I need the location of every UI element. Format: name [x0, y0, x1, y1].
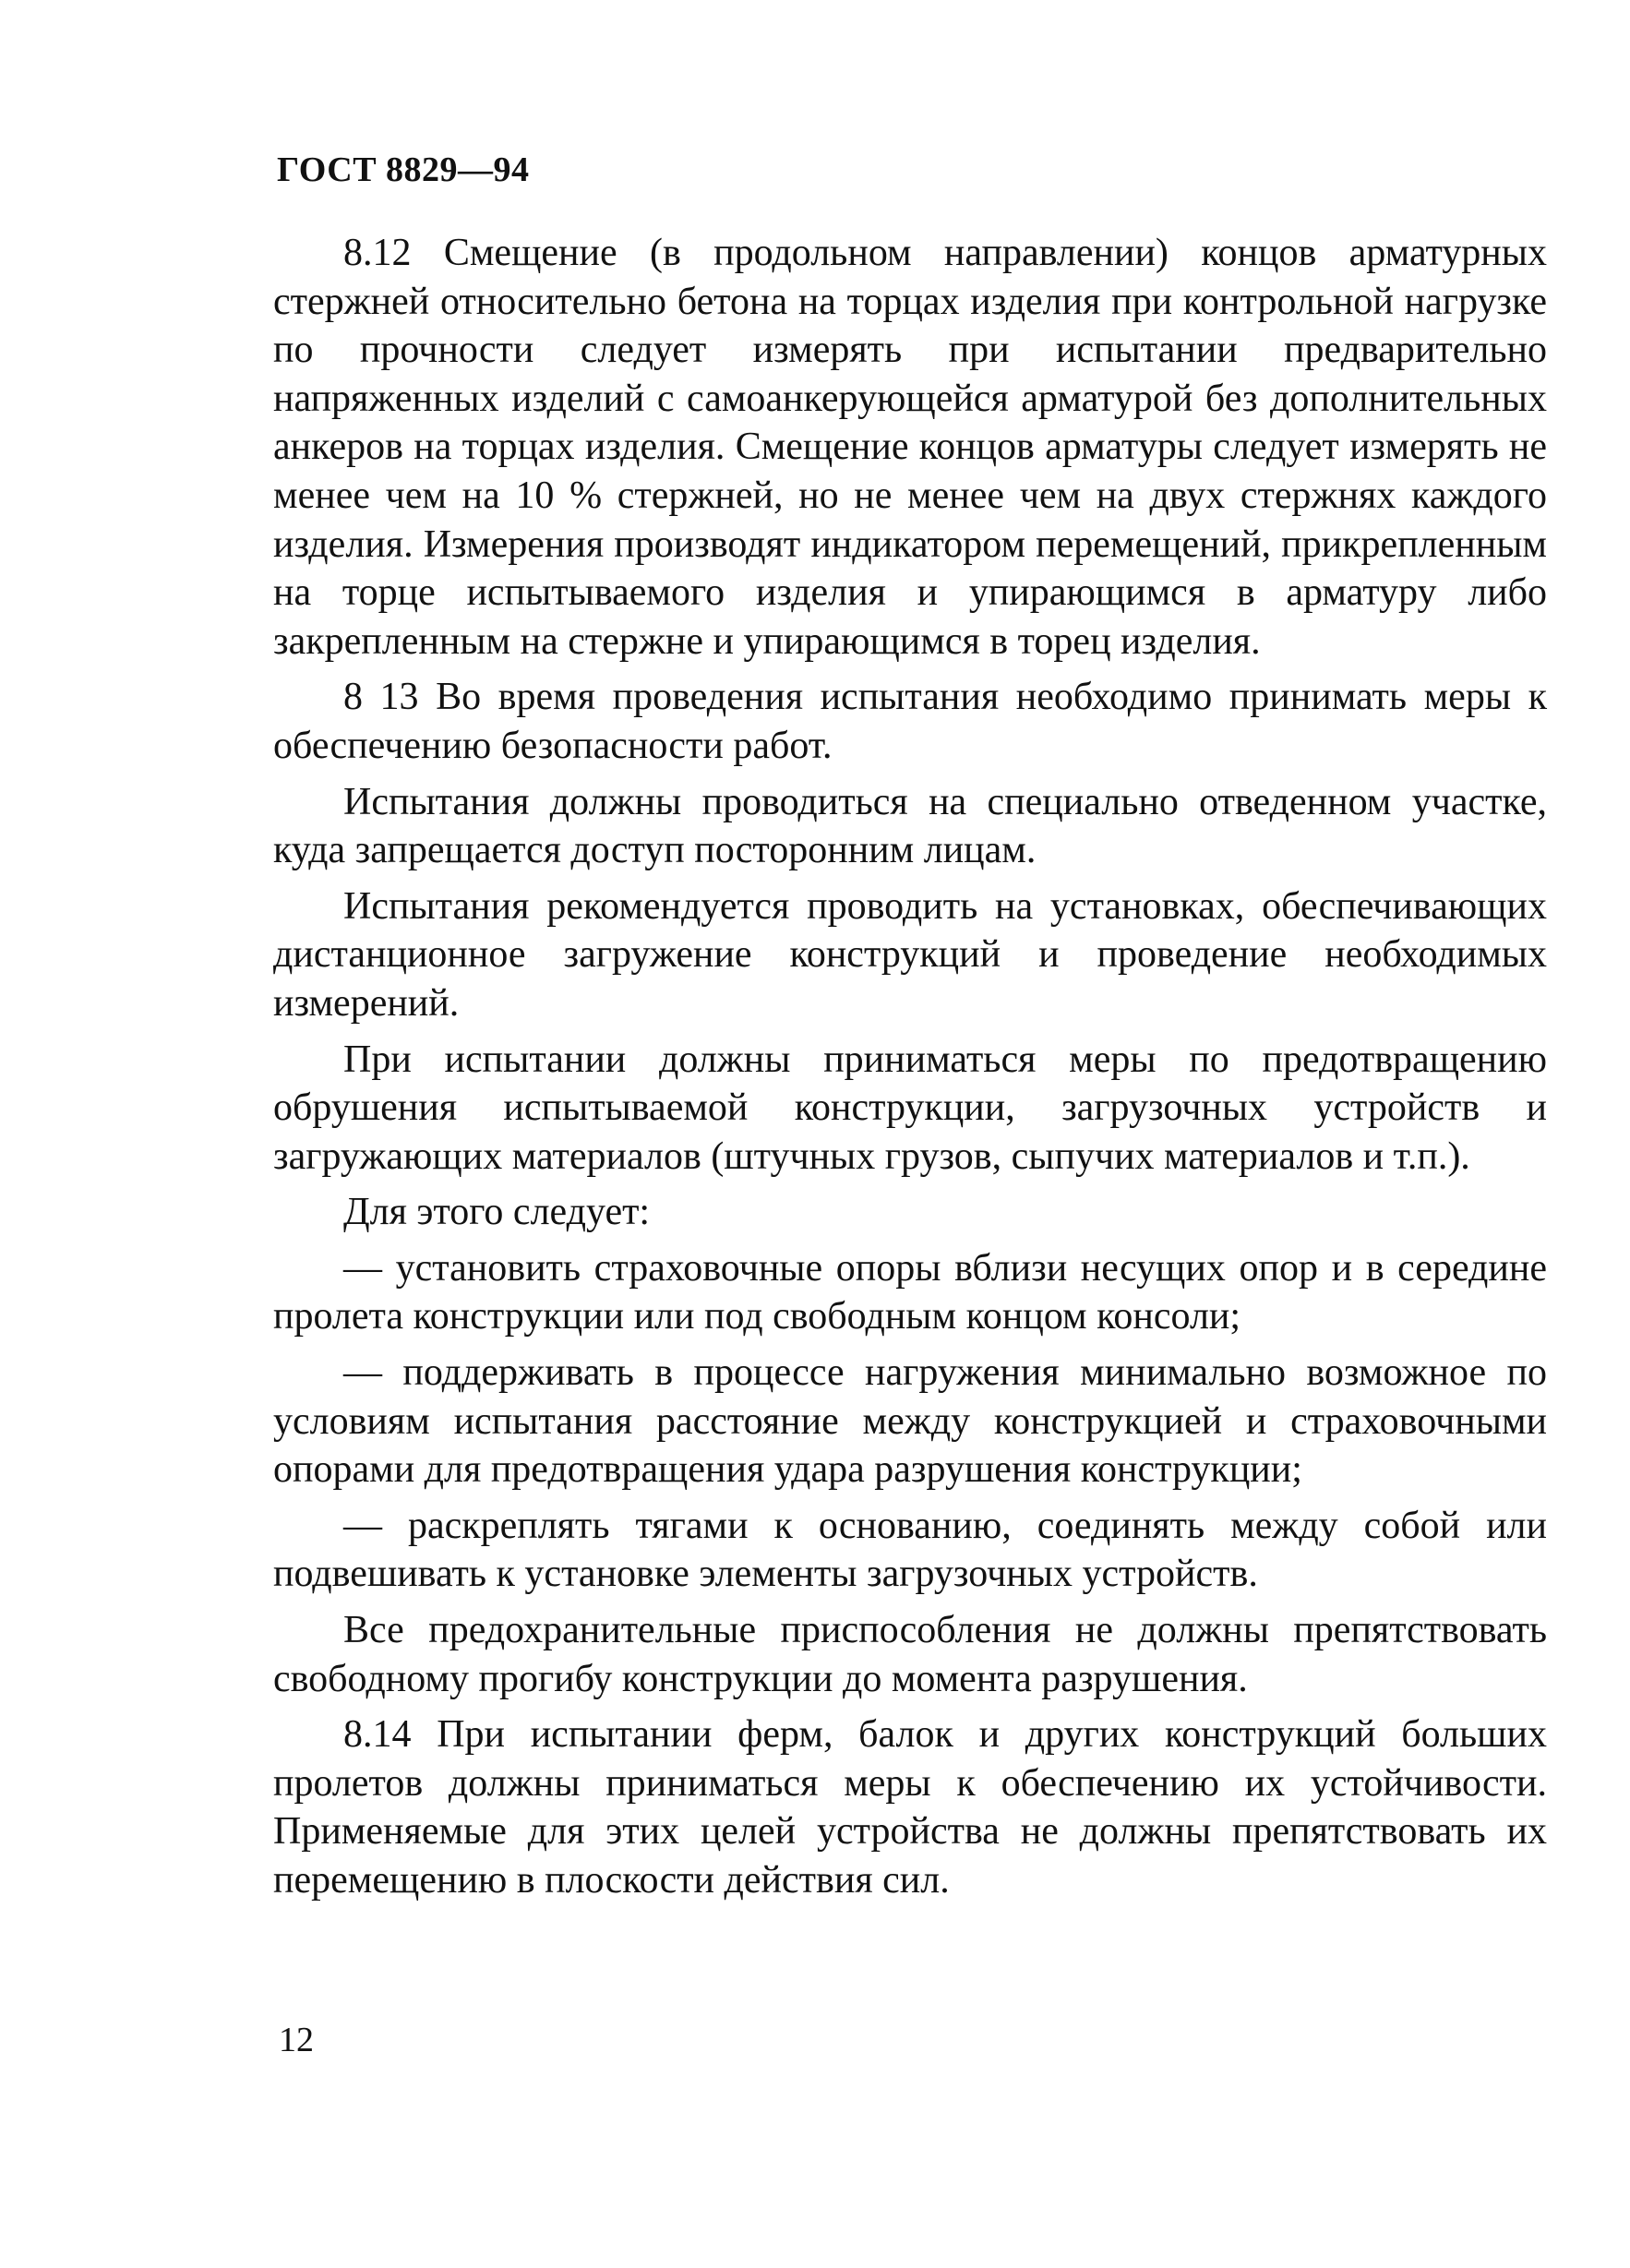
document-header: ГОСТ 8829—94 — [277, 150, 530, 189]
paragraph-8-12: 8.12 Смещение (в продольном направлении) концов арматурных стержней относительно бетона на торцах изделия при контрольной нагрузке по прочности следует измерять при испытании предварительно напряженных изделий с самоанкерующейся арматурой без дополнительных анкеров на торцах изделия. Смещение концов арматуры следует измерять не менее чем на 10 % стержней, но не менее чем на двух стержнях каждого изделия. Измерения производят индикатором перемещений, прикрепленным на торце испытываемого изделия и упирающимся в арматуру либо закрепленным на стержне и упирающимся в торец изделия. — [273, 232, 1547, 663]
paragraph-collapse-prevention: При испытании должны приниматься меры по предотвращению обрушения испытываемой конструкции, загрузочных устройств и загружающих материалов (штучных грузов, сыпучих материалов и т.п.). — [273, 1038, 1547, 1178]
page-number: 12 — [279, 2021, 314, 2059]
paragraph-8-14: 8.14 При испытании ферм, балок и других конструкций больших пролетов должны приниматься меры к обеспечению их устойчивости. Применяемые для этих целей устройства не должны препятствовать их перемещению в плоскости действия сил. — [273, 1713, 1547, 1902]
paragraph-installations: Испытания рекомендуется проводить на установках, обеспечивающих дистанционное загружение конструкций и проведение необходимых измерений. — [273, 884, 1547, 1025]
list-item-safety-supports: — установить страховочные опоры вблизи несущих опор и в середине пролета конструкции или под свободным концом консоли; — [273, 1246, 1547, 1338]
paragraph-test-area: Испытания должны проводиться на специально отведенном участке, куда запрещается доступ посторонним лицам. — [273, 780, 1547, 872]
list-item-minimal-distance: — поддерживать в процессе нагружения минимально возможное по условиям испытания расстояние между конструкцией и страховочными опорами для предотвращения удара разрушения конструкции; — [273, 1351, 1547, 1492]
paragraph-for-this: Для этого следует: — [343, 1191, 651, 1234]
paragraph-8-13: 8 13 Во время проведения испытания необходимо принимать меры к обеспечению безопасности работ. — [273, 676, 1547, 767]
paragraph-safety-devices: Все предохранительные приспособления не должны препятствовать свободному прогибу конструкции до момента разрушения. — [273, 1609, 1547, 1700]
list-item-fastening: — раскреплять тягами к основанию, соединять между собой или подвешивать к установке элементы загрузочных устройств. — [273, 1504, 1547, 1596]
document-body — [273, 229, 1547, 1913]
